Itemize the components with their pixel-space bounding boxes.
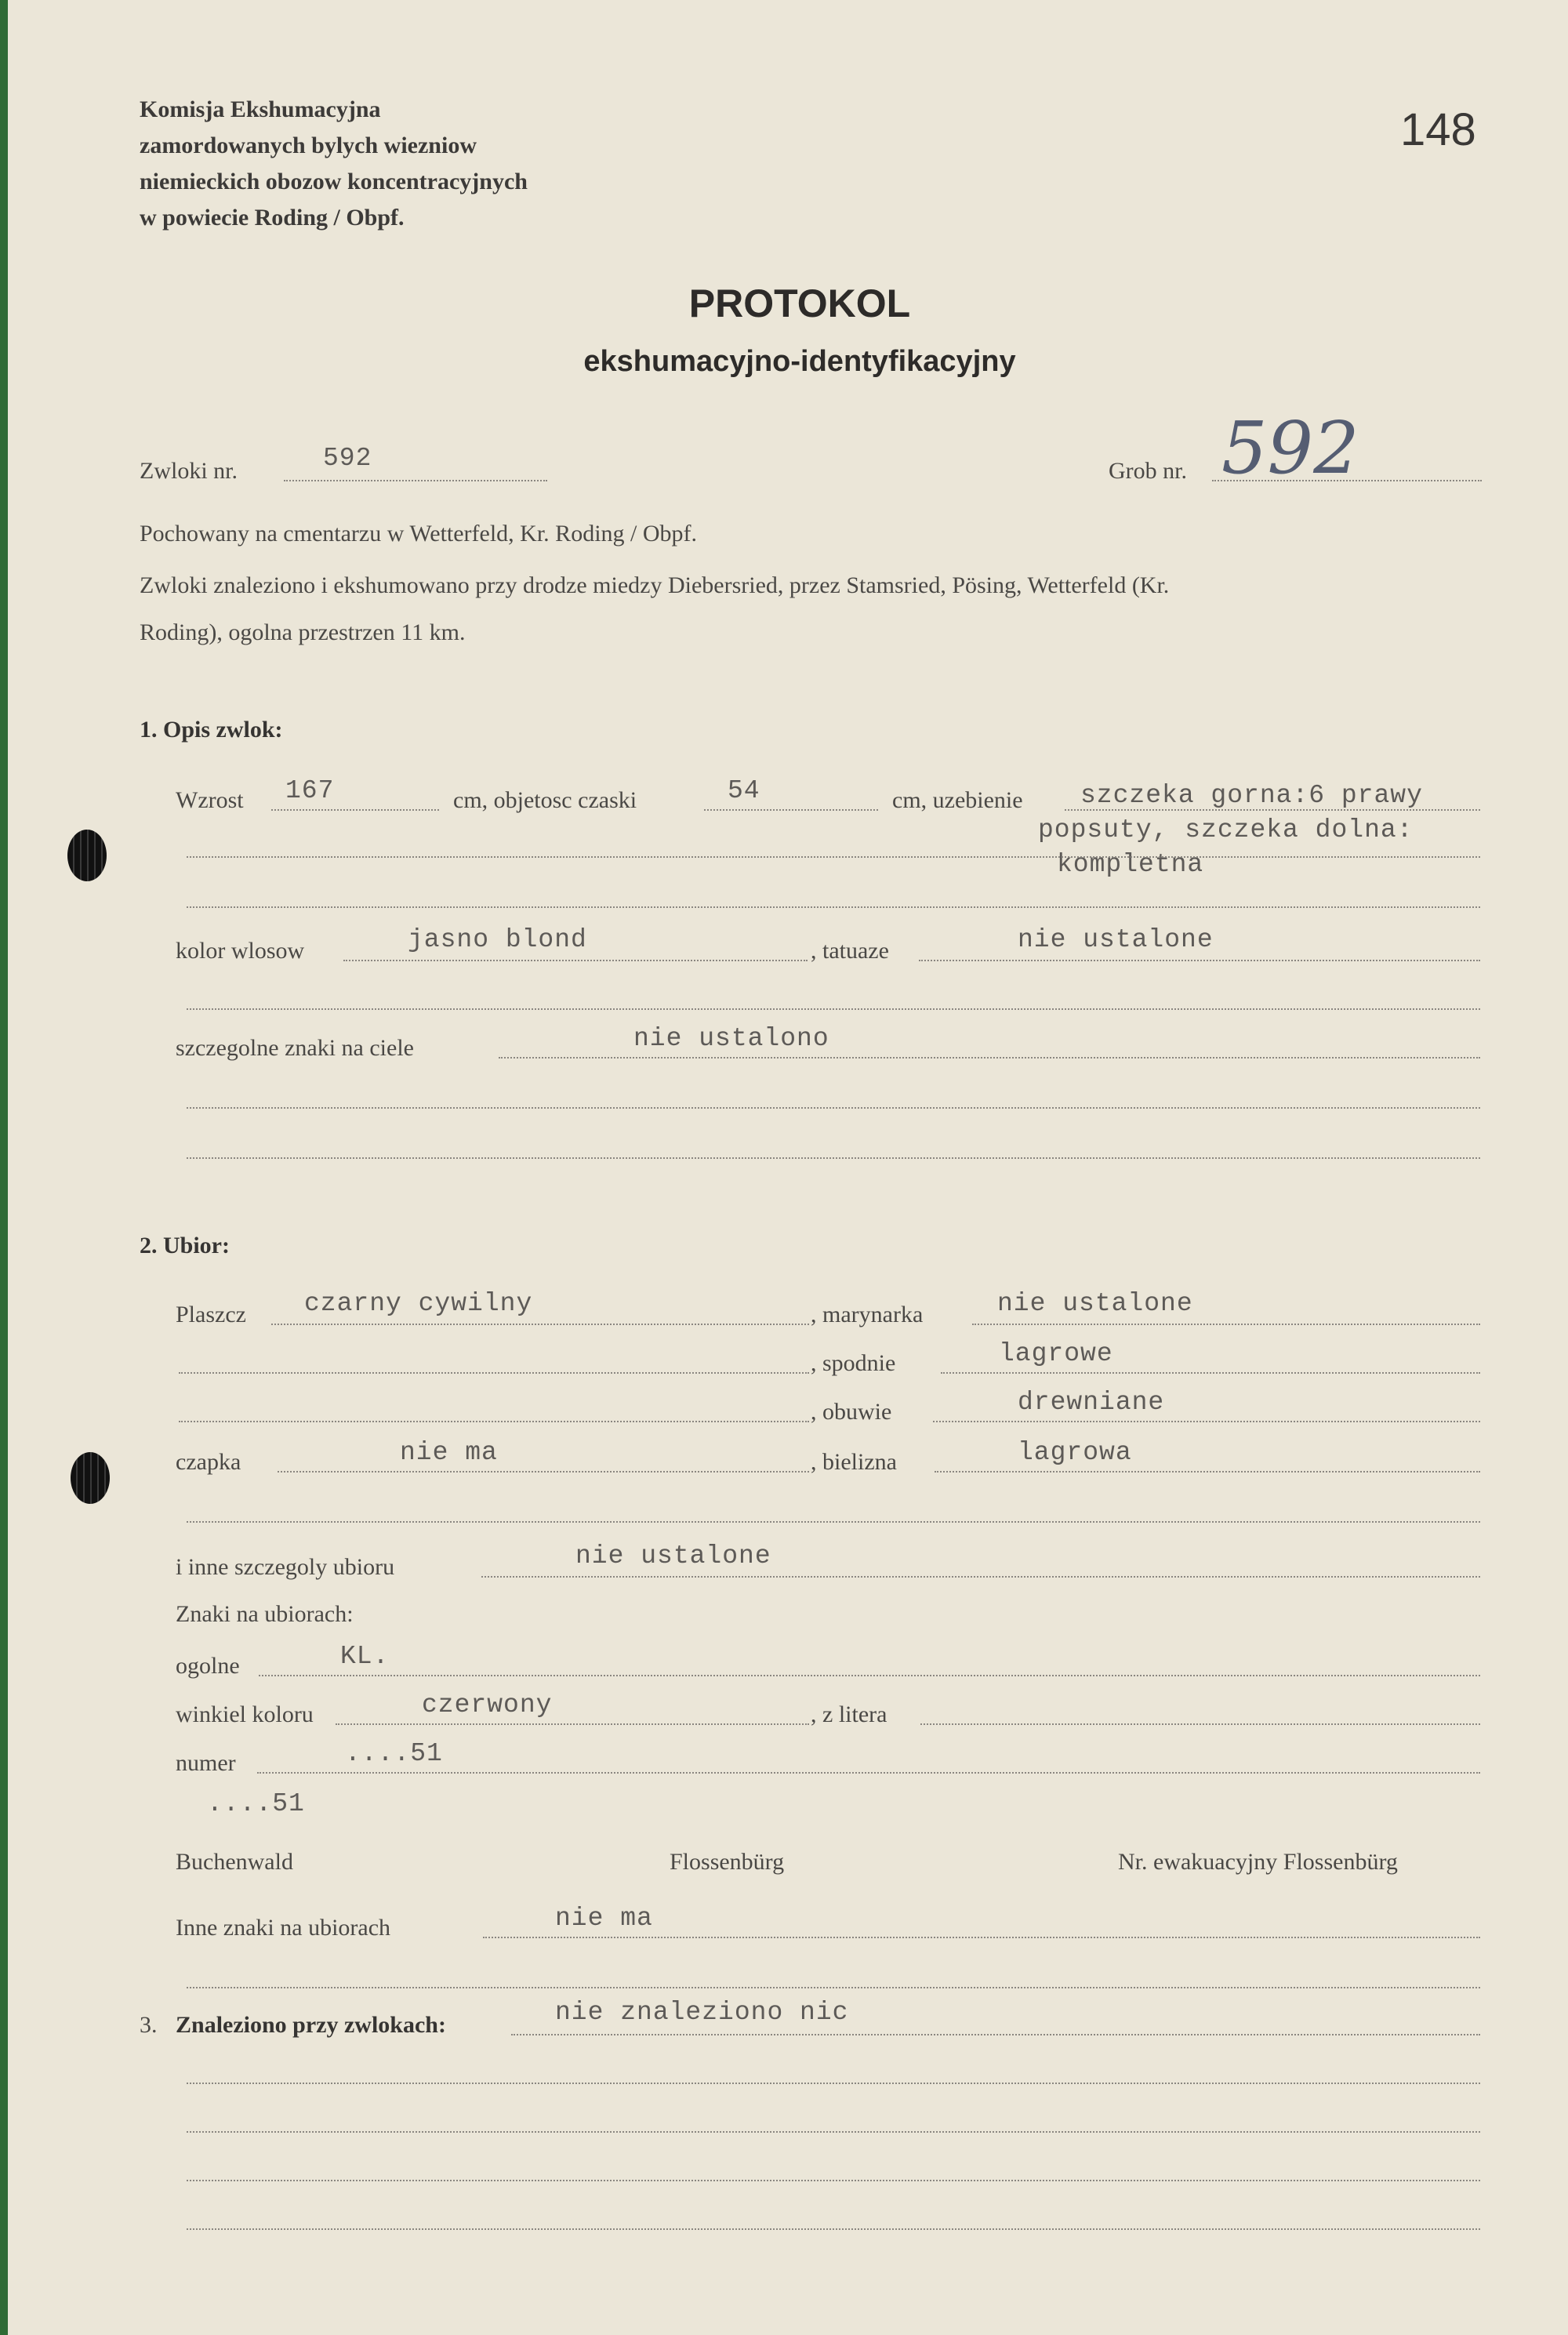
dotted-line-blank <box>179 1372 809 1374</box>
ogolne-value: KL. <box>340 1642 390 1671</box>
numer-label: numer <box>176 1750 236 1776</box>
section-2-heading: 2. Ubior: <box>140 1233 230 1258</box>
szczegolne-znaki-label: szczegolne znaki na ciele <box>176 1035 414 1061</box>
numer-value: ....51 <box>345 1739 443 1768</box>
flossenburg-label: Flossenbürg <box>670 1849 785 1875</box>
uzebienie-value-line-2: popsuty, szczeka dolna: <box>1038 815 1414 844</box>
inne-szczegoly-label: i inne szczegoly ubioru <box>176 1554 395 1580</box>
grob-value-handwritten: 592 <box>1221 406 1359 490</box>
obuwie-label: , obuwie <box>811 1399 892 1425</box>
dotted-line-blank <box>187 2083 1480 2084</box>
plaszcz-label: Plaszcz <box>176 1302 246 1327</box>
czapka-dotted-line <box>278 1471 809 1473</box>
czapka-label: czapka <box>176 1449 241 1475</box>
obuwie-dotted-line <box>933 1421 1480 1422</box>
intro-line-3: Roding), ogolna przestrzen 11 km. <box>140 619 466 645</box>
wzrost-value: 167 <box>285 776 335 805</box>
intro-line-2: Zwloki znaleziono i ekshumowano przy drodze miedzy Diebersried, przez Stamsried, Pösing, Wetterfeld (Kr. <box>140 572 1170 598</box>
numer-value-second: ....51 <box>207 1789 305 1818</box>
zwloki-label: Zwloki nr. <box>140 458 238 484</box>
document-subtitle: ekshumacyjno-identyfikacyjny <box>583 345 1016 378</box>
punch-hole-bottom <box>71 1452 110 1504</box>
header-line-1: Komisja Ekshumacyjna <box>140 96 381 122</box>
section-3-number: 3. <box>140 2012 158 2038</box>
z-litera-dotted-line <box>920 1723 1480 1725</box>
uzebienie-value-line-1: szczeka gorna:6 prawy <box>1080 781 1423 810</box>
marynarka-label: , marynarka <box>811 1302 924 1327</box>
header-line-2: zamordowanych bylych wiezniow <box>140 133 477 158</box>
dotted-line-blank <box>187 2180 1480 2181</box>
dotted-line-blank <box>187 2228 1480 2230</box>
cm-czaszka-label: cm, objetosc czaski <box>453 787 637 813</box>
spodnie-label: , spodnie <box>811 1350 896 1376</box>
page-number: 148 <box>1400 104 1476 155</box>
grob-label: Grob nr. <box>1109 458 1187 484</box>
section-3-heading: Znaleziono przy zwlokach: <box>176 2012 446 2038</box>
kolor-wlosow-value: jasno blond <box>408 925 587 954</box>
intro-line-1: Pochowany na cmentarzu w Wetterfeld, Kr. Roding / Obpf. <box>140 521 698 547</box>
section-3-value: nie znaleziono nic <box>555 1998 849 2027</box>
spodnie-dotted-line <box>941 1372 1480 1374</box>
section-3-dotted-line <box>511 2034 1480 2035</box>
tatuaze-label: , tatuaze <box>811 938 889 964</box>
spodnie-value: lagrowe <box>999 1339 1113 1368</box>
cm-uzebienie-label: cm, uzebienie <box>892 787 1023 813</box>
winkiel-dotted-line <box>336 1723 809 1725</box>
bielizna-dotted-line <box>935 1471 1480 1473</box>
inne-znaki-label: Inne znaki na ubiorach <box>176 1915 391 1941</box>
plaszcz-value: czarny cywilny <box>304 1289 533 1318</box>
winkiel-koloru-value: czerwony <box>422 1690 553 1719</box>
wzrost-dotted-line <box>271 809 439 811</box>
buchenwald-label: Buchenwald <box>176 1849 293 1875</box>
punch-hole-top <box>67 830 107 881</box>
dotted-line-blank <box>187 1157 1480 1159</box>
zwloki-value: 592 <box>323 444 372 473</box>
numer-dotted-line <box>257 1772 1480 1774</box>
bielizna-value: lagrowa <box>1018 1438 1132 1467</box>
czaszka-value: 54 <box>728 776 760 805</box>
dotted-line-blank <box>187 1107 1480 1109</box>
tatuaze-value: nie ustalone <box>1018 925 1214 954</box>
ogolne-label: ogolne <box>176 1653 240 1679</box>
marynarka-value: nie ustalone <box>997 1289 1193 1318</box>
commission-header <box>140 92 528 236</box>
inne-szczegoly-value: nie ustalone <box>575 1542 771 1571</box>
inne-szczegoly-dotted-line <box>481 1576 1480 1578</box>
czaszka-dotted-line <box>704 809 878 811</box>
wzrost-label: Wzrost <box>176 787 244 813</box>
kolor-dotted-line <box>343 960 808 961</box>
dotted-line-blank <box>187 906 1480 908</box>
plaszcz-dotted-line <box>271 1324 809 1325</box>
marynarka-dotted-line <box>972 1324 1480 1325</box>
dotted-line-blank <box>187 1987 1480 1988</box>
nr-ewakuacyjny-label: Nr. ewakuacyjny Flossenbürg <box>1118 1849 1398 1875</box>
czapka-value: nie ma <box>400 1438 498 1467</box>
header-line-3: niemieckich obozow koncentracyjnych <box>140 169 528 194</box>
section-1-heading: 1. Opis zwlok: <box>140 717 283 743</box>
z-litera-label: , z litera <box>811 1701 887 1727</box>
inne-znaki-dotted-line <box>483 1937 1480 1938</box>
document-title: PROTOKOL <box>688 281 911 325</box>
dotted-line-blank <box>187 1008 1480 1010</box>
obuwie-value: drewniane <box>1018 1388 1165 1417</box>
header-line-4: w powiecie Roding / Obpf. <box>140 205 405 231</box>
inne-znaki-value: nie ma <box>555 1904 653 1933</box>
szczegolne-znaki-dotted-line <box>499 1057 1480 1059</box>
winkiel-koloru-label: winkiel koloru <box>176 1701 314 1727</box>
dotted-line-blank <box>187 856 1480 858</box>
dotted-line-blank <box>187 2131 1480 2133</box>
bielizna-label: , bielizna <box>811 1449 897 1475</box>
ogolne-dotted-line <box>259 1675 1480 1676</box>
znaki-na-ubiorach-label: Znaki na ubiorach: <box>176 1601 354 1627</box>
dotted-line-blank <box>179 1421 809 1422</box>
tatuaze-dotted-line <box>919 960 1480 961</box>
kolor-wlosow-label: kolor wlosow <box>176 938 305 964</box>
szczegolne-znaki-value: nie ustalono <box>633 1024 829 1053</box>
uzebienie-value-line-3: kompletna <box>1057 850 1204 879</box>
dotted-line-blank <box>187 1521 1480 1523</box>
zwloki-dotted-line <box>284 480 547 481</box>
